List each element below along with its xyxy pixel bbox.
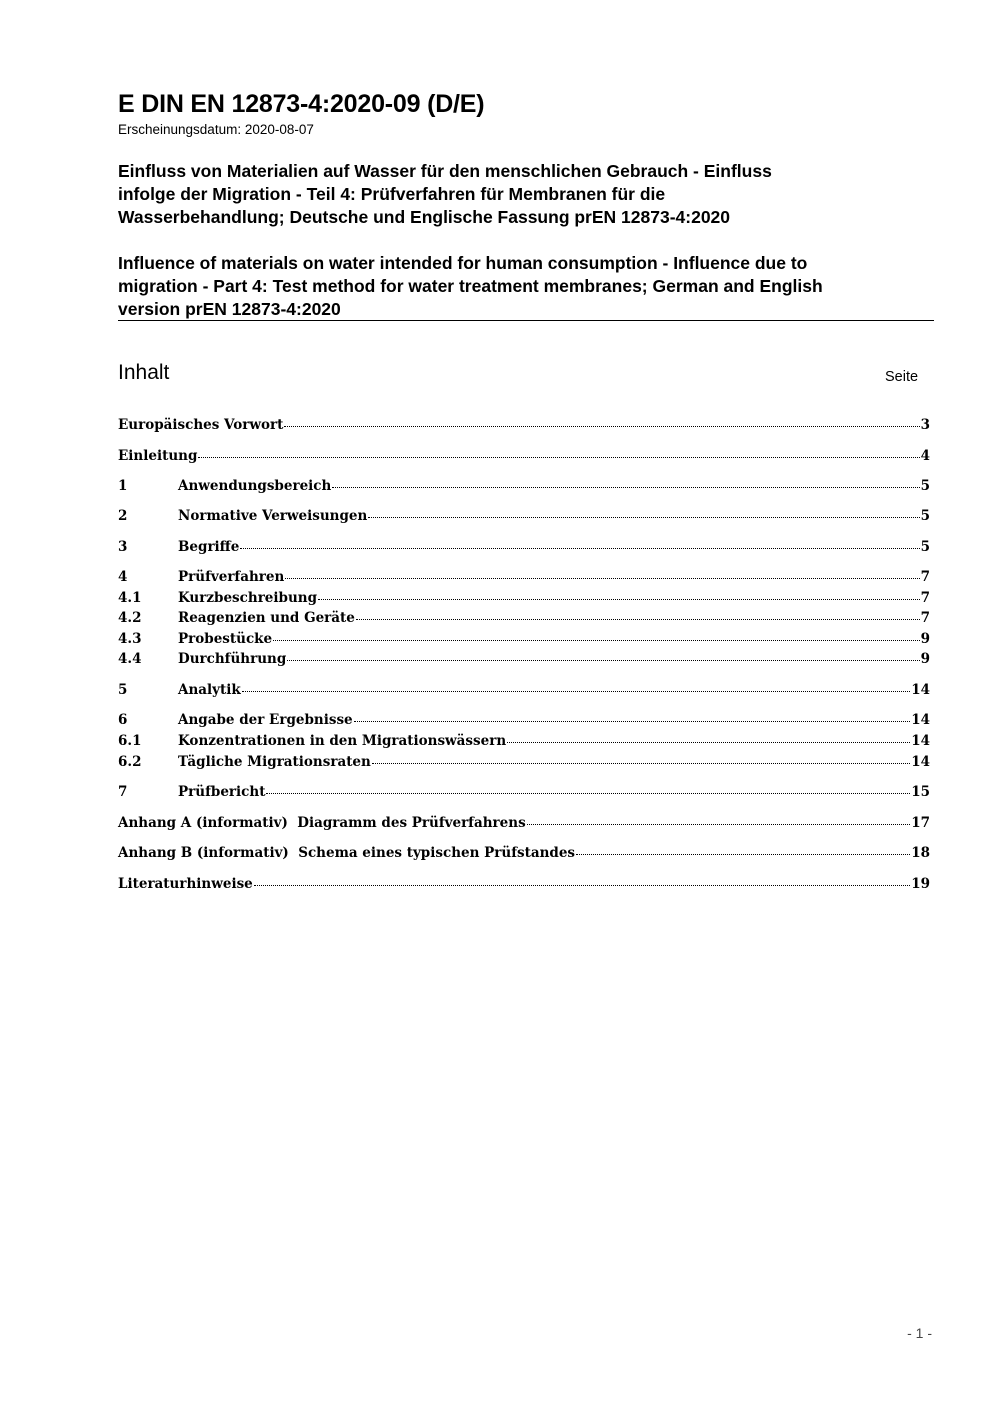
toc-entry-number: 7: [118, 784, 128, 800]
toc-entry-annex-b[interactable]: [118, 845, 930, 865]
toc-dot-leader: [368, 517, 919, 518]
toc-dot-leader: [507, 742, 910, 743]
toc-entry-title: Reagenzien und Geräte: [178, 610, 355, 626]
toc-entry-title: Tägliche Migrationsraten: [178, 754, 371, 770]
title-english-line: migration - Part 4: Test method for water treatment membranes; German and English: [118, 276, 823, 296]
toc-entry-page: 3: [920, 417, 930, 433]
toc-entry-title: Anhang A (informativ) Diagramm des Prüfverfahrens: [118, 815, 526, 831]
toc-entry-title: Normative Verweisungen: [178, 508, 368, 524]
toc-entry-title: Literaturhinweise: [118, 876, 253, 892]
toc-entry-section-7[interactable]: [118, 784, 930, 804]
toc-entry-introduction[interactable]: [118, 448, 930, 468]
toc-dot-leader: [285, 578, 919, 579]
title-english-line: version prEN 12873-4:2020: [118, 299, 341, 319]
toc-entry-title: Prüfverfahren: [178, 569, 285, 585]
toc-dot-leader: [318, 599, 920, 600]
toc-entry-title: Europäisches Vorwort: [118, 417, 284, 433]
toc-entry-page: 9: [920, 631, 930, 647]
toc-dot-leader: [254, 885, 910, 886]
toc-entry-section-3[interactable]: [118, 539, 930, 559]
toc-entry-title: Prüfbericht: [178, 784, 266, 800]
toc-entry-title: Begriffe: [178, 539, 240, 555]
toc-entry-section-4[interactable]: [118, 569, 930, 589]
toc-dot-leader: [242, 691, 910, 692]
toc-entry-title: Anhang B (informativ) Schema eines typischen Prüfstandes: [118, 845, 576, 861]
toc-entry-page: 5: [920, 508, 930, 524]
toc-entry-title: Anwendungsbereich: [178, 478, 332, 494]
toc-entry-title: Durchführung: [178, 651, 287, 667]
toc-entry-section-4-2[interactable]: [118, 610, 930, 630]
title-german-line: Wasserbehandlung; Deutsche und Englische Fassung prEN 12873-4:2020: [118, 207, 731, 227]
toc-entry-title: Probestücke: [178, 631, 273, 647]
toc-entry-number: 4.2: [118, 610, 142, 626]
toc-entry-page: 19: [911, 876, 930, 892]
toc-dot-leader: [527, 824, 911, 825]
toc-entry-number: 5: [118, 682, 128, 698]
toc-entry-page: 7: [920, 590, 930, 606]
toc-entry-section-6[interactable]: [118, 712, 930, 732]
toc-entry-page: 17: [911, 815, 930, 831]
toc-entry-section-4-1[interactable]: [118, 590, 930, 610]
toc-entry-page: 14: [911, 682, 930, 698]
toc-entry-number: 4.3: [118, 631, 142, 647]
toc-entry-section-2[interactable]: [118, 508, 930, 528]
toc-entry-number: 2: [118, 508, 128, 524]
toc-entry-page: 5: [920, 478, 930, 494]
toc-entry-title: Kurzbeschreibung: [178, 590, 318, 606]
toc-entry-page: 14: [911, 712, 930, 728]
title-english-line: Influence of materials on water intended for human consumption - Influence due to: [118, 253, 808, 273]
toc-dot-leader: [284, 426, 919, 427]
toc-dot-leader: [372, 763, 910, 764]
toc-entry-bibliography[interactable]: [118, 876, 930, 896]
toc-entry-number: 6: [118, 712, 128, 728]
toc-entry-page: 15: [911, 784, 930, 800]
toc-page-column-label: Seite: [885, 369, 919, 385]
toc-dot-leader: [240, 548, 919, 549]
toc-entry-number: 6.1: [118, 733, 142, 749]
toc-dot-leader: [354, 721, 911, 722]
toc-entry-number: 4.1: [118, 590, 142, 606]
title-german-line: infolge der Migration - Teil 4: Prüfverfahren für Membranen für die: [118, 184, 666, 204]
toc-entry-section-6-1[interactable]: [118, 733, 930, 753]
toc-entry-annex-a[interactable]: [118, 815, 930, 835]
toc-entry-section-6-2[interactable]: [118, 754, 930, 774]
toc-dot-leader: [356, 619, 920, 620]
toc-dot-leader: [273, 640, 919, 641]
toc-entry-title: Einleitung: [118, 448, 198, 464]
toc-entry-page: 7: [920, 610, 930, 626]
toc-entry-number: 6.2: [118, 754, 142, 770]
toc-entry-section-1[interactable]: [118, 478, 930, 498]
toc-entry-section-5[interactable]: [118, 682, 930, 702]
toc-entry-page: 5: [920, 539, 930, 555]
toc-entry-title: Analytik: [178, 682, 241, 698]
toc-entry-number: 1: [118, 478, 128, 494]
toc-dot-leader: [287, 660, 919, 661]
toc-entry-page: 14: [911, 733, 930, 749]
toc-entry-number: 4: [118, 569, 128, 585]
toc-entry-number: 3: [118, 539, 128, 555]
toc-entry-page: 18: [911, 845, 930, 861]
toc-dot-leader: [266, 793, 910, 794]
toc-entry-page: 14: [911, 754, 930, 770]
title-german-line: Einfluss von Materialien auf Wasser für den menschlichen Gebrauch - Einfluss: [118, 161, 772, 181]
toc-entry-title: Angabe der Ergebnisse: [178, 712, 353, 728]
toc-entry-section-4-4[interactable]: [118, 651, 930, 671]
toc-entry-european-foreword[interactable]: [118, 417, 930, 437]
toc-entry-section-4-3[interactable]: [118, 631, 930, 651]
toc-dot-leader: [198, 457, 919, 458]
page-number: - 1 -: [907, 1325, 932, 1341]
issue-date: Erscheinungsdatum: 2020-08-07: [118, 122, 314, 137]
toc-entry-page: 7: [920, 569, 930, 585]
toc-dot-leader: [576, 854, 910, 855]
toc-entry-page: 9: [920, 651, 930, 667]
toc-entry-page: 4: [920, 448, 930, 464]
toc-heading: Inhalt: [118, 361, 170, 384]
toc-entry-number: 4.4: [118, 651, 142, 667]
document-number: E DIN EN 12873-4:2020-09 (D/E): [118, 90, 485, 118]
toc-dot-leader: [332, 487, 919, 488]
toc-entry-title: Konzentrationen in den Migrationswässern: [178, 733, 507, 749]
